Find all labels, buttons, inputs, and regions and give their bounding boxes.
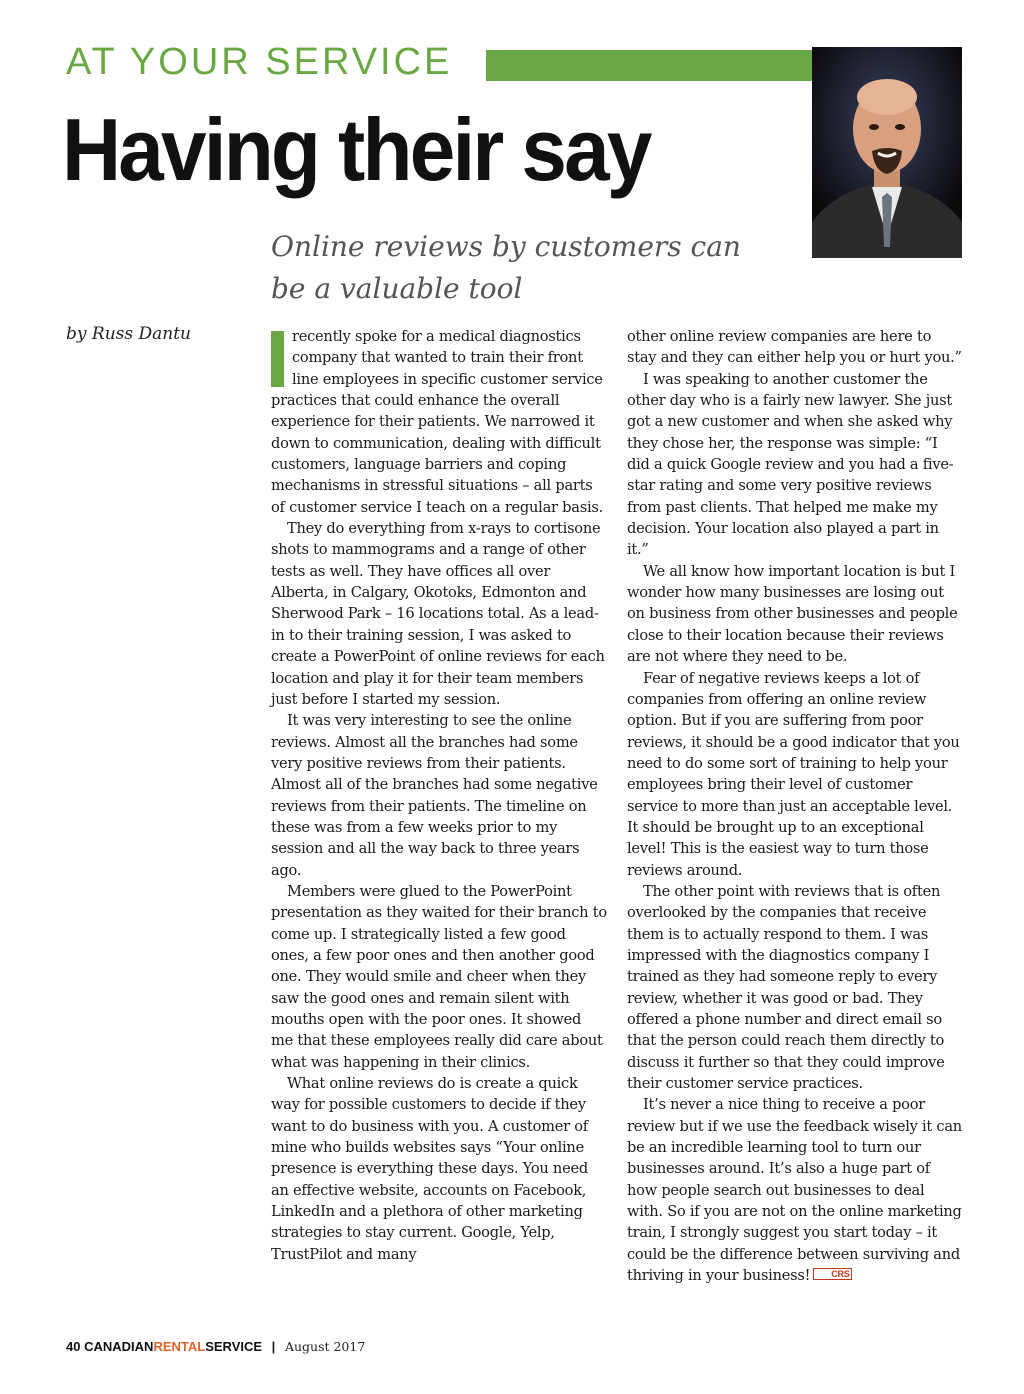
paragraph: It was very interesting to see the online reviews. Almost all the branches had some very positive reviews from their patients. Almost all of the branches had some negative reviews from their patients. The timeline on these was from a few weeks prior to my session and all the way back to three years ago. [271, 712, 598, 879]
magazine-name-service: SERVICE [205, 1339, 263, 1354]
page-number: 40 [66, 1339, 81, 1354]
byline: by Russ Dantu [66, 324, 191, 344]
paragraph: What online reviews do is create a quick way for possible customers to decide if they want to do business with you. A customer of mine who builds websites says “Your online presence is everything these days. You need an effective website, accounts on Facebook, LinkedIn and a plethora of other marketing strategies to stay current. Google, Yelp, TrustPilot and many [271, 1075, 588, 1263]
paragraph: I was speaking to another customer the other day who is a fairly new lawyer. She just got a new customer and when she asked why they chose her, the response was simple: “I did a quick Google review and you had a five-star rating and some very positive reviews from past clients. That helped me make my decision. Your location also played a part in it.” [627, 370, 954, 559]
paragraph: We all know how important location is but I wonder how many businesses are losing out on business from other businesses and people close to their location because their reviews are not where they need to be. [627, 562, 958, 666]
author-photo [812, 47, 962, 258]
paragraph-final: It’s never a nice thing to receive a poor review but if we use the feedback wisely it can be an incredible learning tool to turn our businesses around. It’s also a huge part of how people search out businesses to deal with. So if you are not on the online marketing train, I strongly suggest you start today – it could be the difference between surviving and thriving in your business! CRS [627, 1096, 962, 1285]
drop-cap-bar [271, 331, 284, 387]
headline: Having their say [62, 100, 650, 199]
article-column-2 [627, 326, 963, 1286]
paragraph: Fear of negative reviews keeps a lot of companies from offering an online review option. But if you are suffering from poor reviews, it should be a good indicator that you need to do some sort of training to help your employees bring their level of customer service to more than just an acceptable level. It should be brought up to an exceptional level! This is the easiest way to turn those reviews around. [627, 669, 960, 879]
end-mark-icon: CRS [813, 1268, 851, 1280]
paragraph: Members were glued to the PowerPoint presentation as they waited for their branch to come up. I strategically listed a few good ones, a few poor ones and then another good one. They would smile and cheer when they saw the good ones and remain silent with mouths open with the poor ones. It showed me that these employees really did care about what was happening in their clinics. [271, 882, 607, 1071]
footer-separator: | [271, 1339, 276, 1354]
issue-date: August 2017 [284, 1339, 366, 1354]
page-footer [66, 1339, 365, 1354]
paragraph-continued: other online review companies are here to stay and they can either help you or hurt you.” [627, 328, 962, 367]
paragraph: The other point with reviews that is often overlooked by the companies that receive them is to actually respond to them. I was impressed with the diagnostics company I trained as they had someone reply to every review, whether it was good or bad. They offered a phone number and direct email so that the person could reach them directly to discuss it further so that they could improve their customer service practices. [627, 882, 945, 1093]
section-accent-bar [486, 50, 812, 81]
deck-subtitle: Online reviews by customers can be a valuable tool [271, 230, 741, 305]
article-column-1 [271, 326, 607, 1265]
magazine-name-rental: RENTAL [153, 1339, 206, 1354]
magazine-name-canadian: CANADIAN [84, 1339, 154, 1354]
paragraph: They do everything from x-rays to cortisone shots to mammograms and a range of other tests as well. They have offices all over Alberta, in Calgary, Okotoks, Edmonton and Sherwood Park – 16 locations total. As a lead-in to their training session, I was asked to create a PowerPoint of online reviews for each location and play it for their team members just before I started my session. [271, 520, 605, 708]
paragraph-1: recently spoke for a medical diagnostics company that wanted to train their front line employees in specific customer service practices that could enhance the overall experience for their patients. We narrowed it down to communication, dealing with difficult customers, language barriers and coping mechanisms in stressful situations – all parts of customer service I teach on a regular basis. [271, 328, 603, 516]
section-label: AT YOUR SERVICE [66, 41, 453, 83]
